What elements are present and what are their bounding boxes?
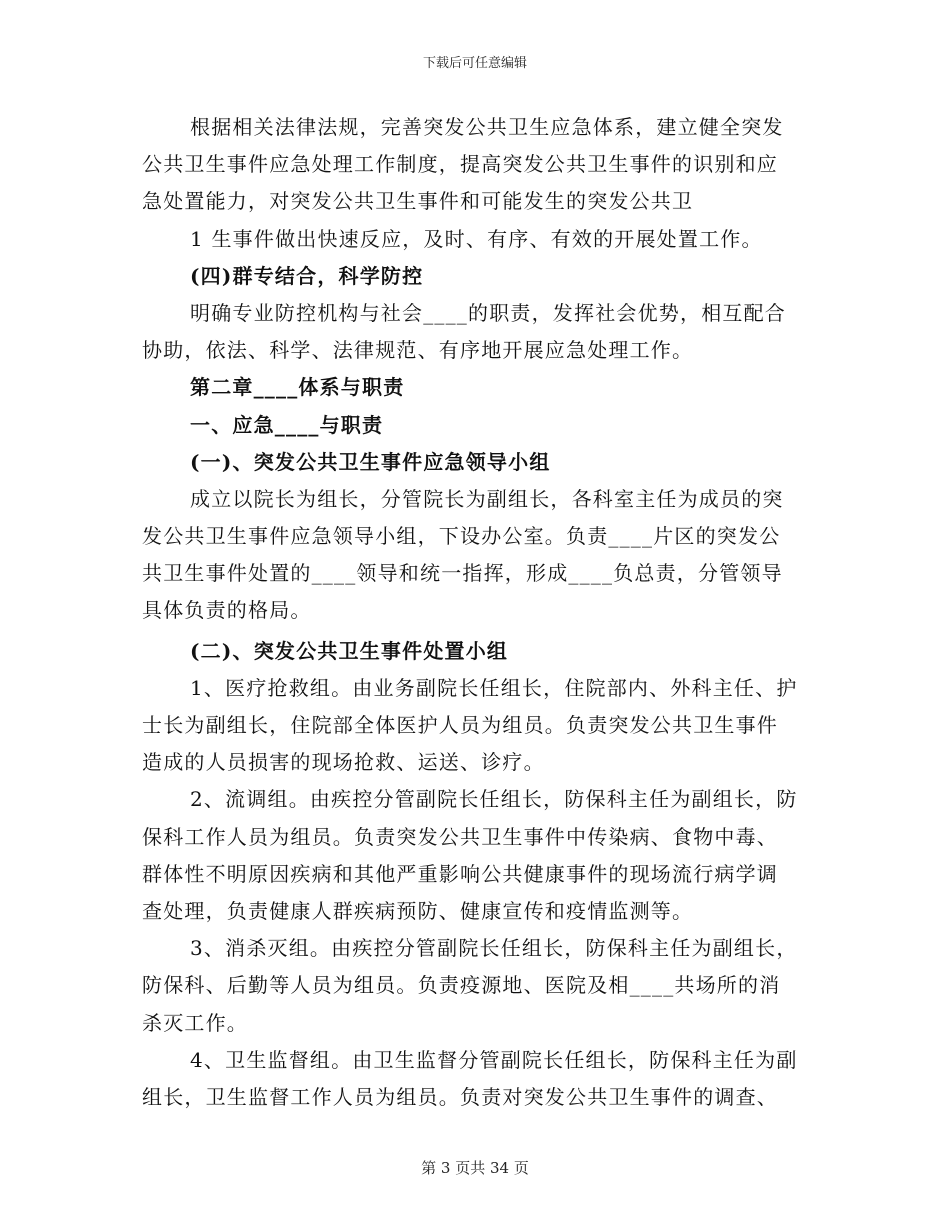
- paragraph-line: 1、医疗抢救组。由业务副院长任组长，住院部内、外科主任、护: [190, 675, 798, 700]
- paragraph-line: 协助，依法、科学、法律规范、有序地开展应急处理工作。: [142, 338, 694, 363]
- paragraph-line: 公共卫生事件应急处理工作制度，提高突发公共卫生事件的识别和应: [142, 152, 778, 177]
- subsection-heading: (二)、突发公共卫生事件处置小组: [190, 638, 509, 663]
- paragraph-line: 具体负责的格局。: [142, 598, 312, 623]
- subsection-heading: (一)、突发公共卫生事件应急领导小组: [190, 449, 551, 474]
- paragraph-line: 1 生事件做出快速反应，及时、有序、有效的开展处置工作。: [190, 226, 763, 251]
- section-heading: (四)群专结合，科学防控: [190, 263, 424, 288]
- paragraph-line: 2、流调组。由疾控分管副院长任组长，防保科主任为副组长，防: [190, 787, 798, 812]
- section-heading: 一、应急____与职责: [190, 412, 384, 437]
- paragraph-line: 组长，卫生监督工作人员为组员。负责对突发公共卫生事件的调查、: [142, 1084, 778, 1109]
- paragraph-line: 成立以院长为组长，分管院长为副组长，各科室主任为成员的突: [190, 486, 784, 511]
- paragraph-line: 造成的人员损害的现场抢救、运送、诊疗。: [142, 750, 545, 775]
- paragraph-line: 士长为副组长，住院部全体医护人员为组员。负责突发公共卫生事件: [142, 713, 778, 737]
- paragraph-line: 3、消杀灭组。由疾控分管副院长任组长，防保科主任为副组长，: [190, 936, 798, 961]
- paragraph-line: 发公共卫生事件应急领导小组，下设办公室。负责____片区的突发公: [142, 524, 781, 549]
- page-footer: 第 3 页共 34 页: [421, 1159, 529, 1177]
- paragraph-line: 共卫生事件处置的____领导和统一指挥，形成____负总责，分管领导: [142, 561, 783, 586]
- document-body: [142, 109, 810, 1116]
- chapter-heading: 第二章____体系与职责: [190, 375, 405, 400]
- paragraph-line: 防保科、后勤等人员为组员。负责疫源地、医院及相____共场所的消: [142, 973, 781, 998]
- page-header: 下载后可任意编辑: [422, 56, 527, 71]
- paragraph-line: 查处理，负责健康人群疾病预防、健康宣传和疫情监测等。: [142, 898, 694, 923]
- paragraph-line: 急处置能力，对突发公共卫生事件和可能发生的突发公共卫: [142, 189, 694, 214]
- paragraph-line: 杀灭工作。: [142, 1010, 248, 1035]
- paragraph-line: 4、卫生监督组。由卫生监督分管副院长任组长，防保科主任为副: [190, 1047, 798, 1072]
- paragraph-line: 保科工作人员为组员。负责突发公共卫生事件中传染病、食物中毒、: [142, 824, 778, 849]
- paragraph-line: 群体性不明原因疾病和其他严重影响公共健康事件的现场流行病学调: [142, 861, 778, 886]
- paragraph-line: 根据相关法律法规，完善突发公共卫生应急体系，建立健全突发: [190, 115, 784, 139]
- paragraph-line: 明确专业防控机构与社会____的职责，发挥社会优势，相互配合: [190, 300, 786, 325]
